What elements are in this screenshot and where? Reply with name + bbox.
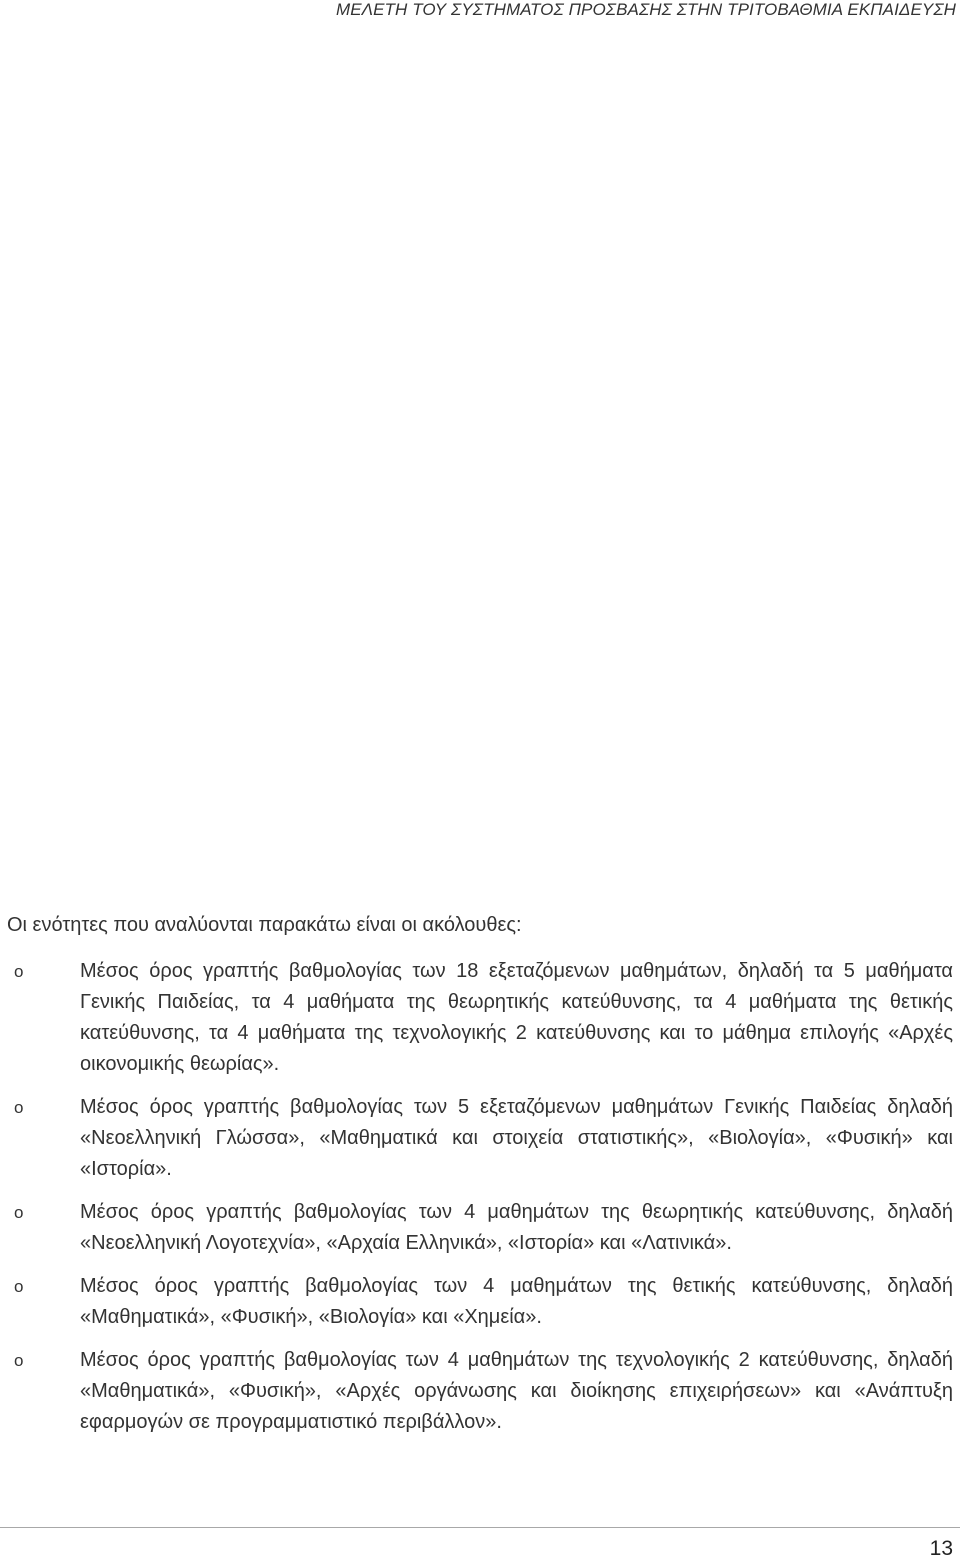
list-item-text: Μέσος όρος γραπτής βαθμολογίας των 18 εξεταζόμενων μαθημάτων, δηλαδή τα 5 μαθήματα Γενικής Παιδείας, τα 4 μαθήματα της θεωρητικής κατεύθυνσης, τα 4 μαθήματα της θετικής κατεύθυνσης, τα 4 μαθήματα της τεχνολογικής 2 κατεύθυνσης και το μάθημα επιλογής «Αρχές οικονομικής θεωρίας». <box>80 960 953 1075</box>
bullet-icon: o <box>14 1351 24 1370</box>
page-number: 13 <box>929 1537 953 1560</box>
bullet-icon: o <box>14 1203 24 1222</box>
list-item-text: Μέσος όρος γραπτής βαθμολογίας των 4 μαθημάτων της θεωρητικής κατεύθυνσης, δηλαδή «Νεοελληνική Λογοτεχνία», «Αρχαία Ελληνικά», «Ιστορία» και «Λατινικά». <box>80 1201 953 1254</box>
list-item <box>0 1197 960 1259</box>
footer-divider <box>0 1527 960 1528</box>
topics-list <box>0 956 960 1450</box>
bullet-icon: o <box>14 962 24 981</box>
list-item <box>0 1092 960 1185</box>
list-item <box>0 1271 960 1333</box>
running-header: ΜΕΛΕΤΗ ΤΟΥ ΣΥΣΤΗΜΑΤΟΣ ΠΡΟΣΒΑΣΗΣ ΣΤΗΝ ΤΡΙΤΟΒΑΘΜΙΑ ΕΚΠΑΙΔΕΥΣΗ <box>335 0 956 19</box>
section-intro: Οι ενότητες που αναλύονται παρακάτω είναι οι ακόλουθες: <box>7 914 522 936</box>
bullet-icon: o <box>14 1098 24 1117</box>
list-item-text: Μέσος όρος γραπτής βαθμολογίας των 5 εξεταζόμενων μαθημάτων Γενικής Παιδείας δηλαδή «Νεοελληνική Γλώσσα», «Μαθηματικά και στοιχεία στατιστικής», «Βιολογία», «Φυσική» και «Ιστορία». <box>80 1096 953 1180</box>
list-item-text: Μέσος όρος γραπτής βαθμολογίας των 4 μαθημάτων της τεχνολογικής 2 κατεύθυνσης, δηλαδή «Μαθηματικά», «Φυσική», «Αρχές οργάνωσης και διοίκησης επιχειρήσεων» και «Ανάπτυξη εφαρμογών σε προγραμματιστικό περιβάλλον». <box>80 1349 953 1433</box>
list-item <box>0 1345 960 1438</box>
list-item <box>0 956 960 1080</box>
list-item-text: Μέσος όρος γραπτής βαθμολογίας των 4 μαθημάτων της θετικής κατεύθυνσης, δηλαδή «Μαθηματικά», «Φυσική», «Βιολογία» και «Χημεία». <box>80 1275 953 1328</box>
bullet-icon: o <box>14 1277 24 1296</box>
